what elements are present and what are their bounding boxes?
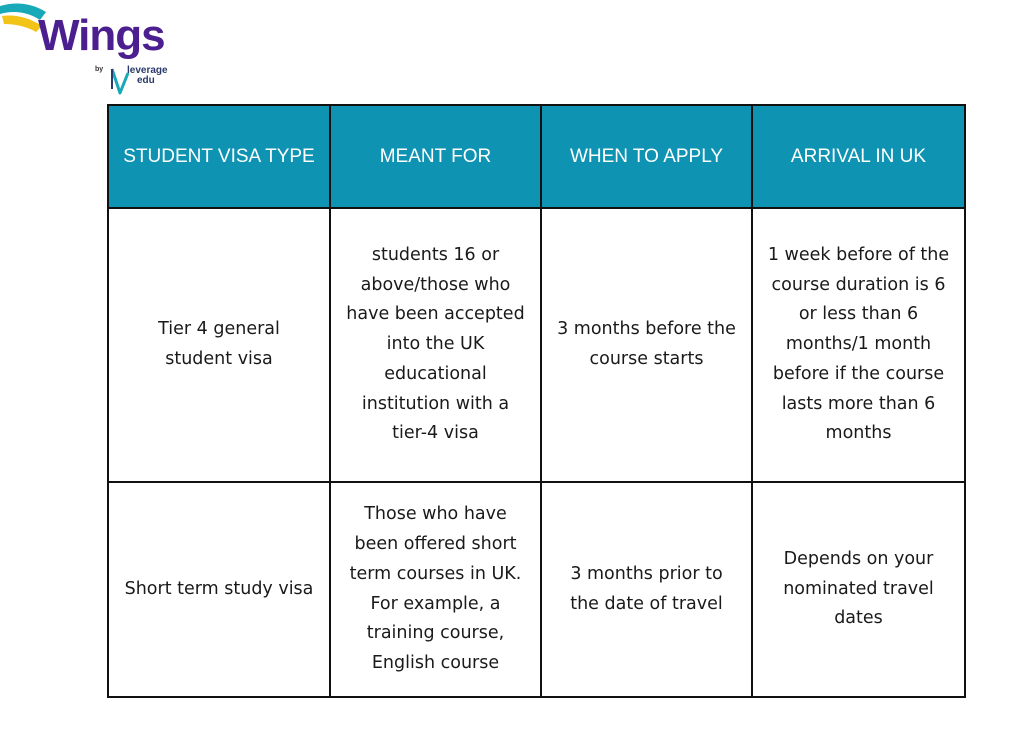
- wings-logo: [0, 0, 190, 100]
- header-arrival-in-uk: ARRIVAL IN UK: [752, 105, 965, 208]
- brand-name: Wings: [38, 11, 165, 60]
- partner-name-line2: edu: [137, 75, 155, 86]
- table-row: [108, 208, 965, 482]
- cell-arrival-in-uk: Depends on your nominated travel dates: [752, 482, 965, 697]
- cell-visa-type: Short term study visa: [108, 482, 330, 697]
- header-meant-for: MEANT FOR: [330, 105, 541, 208]
- cell-when-to-apply: 3 months before the course starts: [541, 208, 752, 482]
- brand-by: by: [95, 66, 104, 73]
- partner-name-line1: leverage: [127, 65, 168, 76]
- header-when-to-apply: WHEN TO APPLY: [541, 105, 752, 208]
- header-visa-type: STUDENT VISA TYPE: [108, 105, 330, 208]
- cell-visa-type: Tier 4 general student visa: [108, 208, 330, 482]
- visa-comparison-table: [107, 104, 966, 698]
- table-row: [108, 482, 965, 697]
- table-header-row: [108, 105, 965, 208]
- cell-meant-for: students 16 or above/those who have been accepted into the UK educational institution with a tier-4 visa: [330, 208, 541, 482]
- cell-arrival-in-uk: 1 week before of the course duration is 6 or less than 6 months/1 month before if the course lasts more than 6 months: [752, 208, 965, 482]
- cell-meant-for: Those who have been offered short term courses in UK. For example, a training course, English course: [330, 482, 541, 697]
- cell-when-to-apply: 3 months prior to the date of travel: [541, 482, 752, 697]
